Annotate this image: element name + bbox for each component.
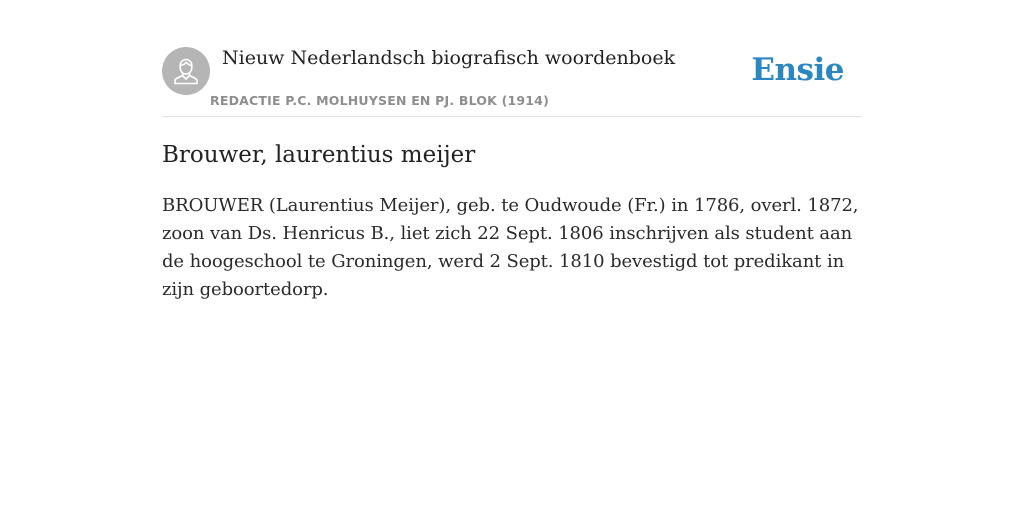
source-subtitle: REDACTIE P.C. MOLHUYSEN EN PJ. BLOK (1914) <box>210 93 549 108</box>
entry-body: BROUWER (Laurentius Meijer), geb. te Oudwoude (Fr.) in 1786, overl. 1872, zoon van Ds. Henricus B., liet zich 22 Sept. 1806 inschrijven als student aan de hoogeschool te Groningen, werd 2 Sept. 1810 bevestigd tot predikant in zijn geboortedorp. <box>162 195 859 300</box>
source-title[interactable]: Nieuw Nederlandsch biografisch woordenboek <box>222 47 676 69</box>
source-header <box>162 0 862 117</box>
ensie-logo[interactable]: Ensie <box>751 52 844 88</box>
source-avatar[interactable] <box>162 47 210 95</box>
entry-title: Brouwer, laurentius meijer <box>162 142 476 168</box>
